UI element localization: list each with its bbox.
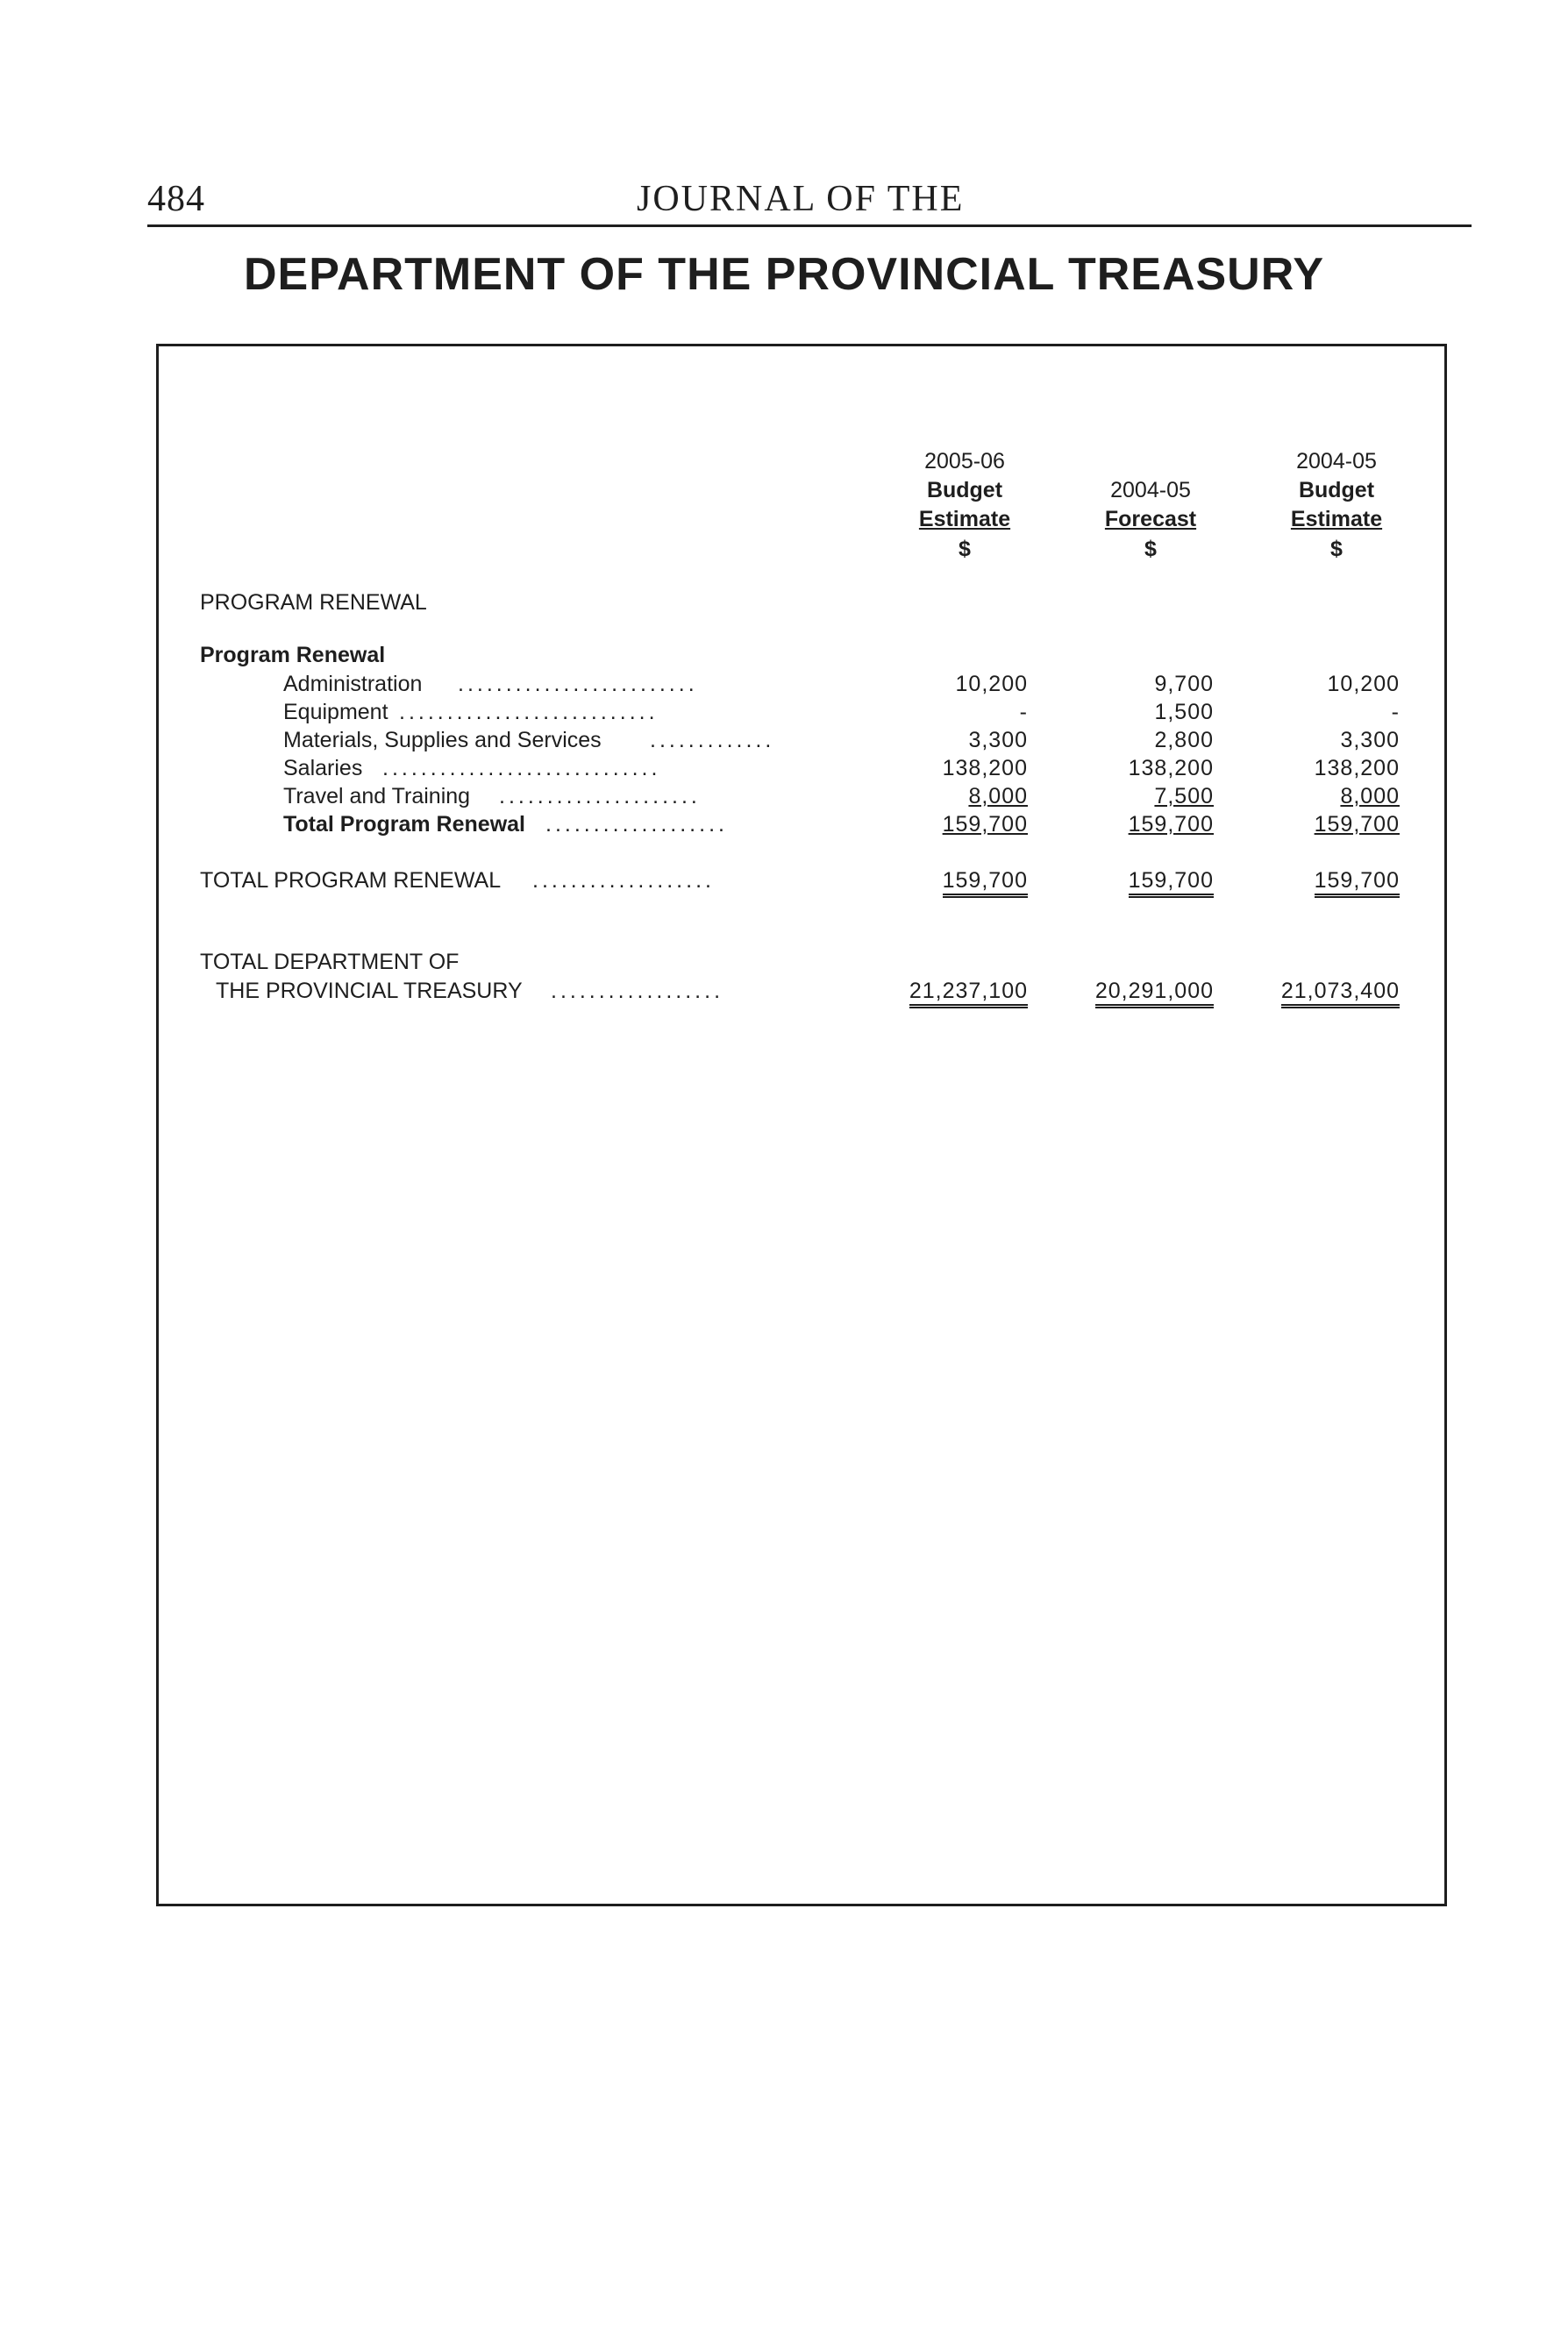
value-2004-05-forecast: 2,800 bbox=[1154, 728, 1214, 752]
row-label: Equipment bbox=[283, 700, 388, 724]
leader-dots: ................... bbox=[532, 868, 715, 893]
value-text: 159,700 bbox=[1128, 812, 1214, 837]
column-header-line: 2004-05 bbox=[1110, 478, 1191, 502]
value-text: 20,291,000 bbox=[1095, 979, 1214, 1008]
column-header-line: Estimate bbox=[1290, 507, 1383, 531]
value-2004-05-estimate: 10,200 bbox=[1327, 672, 1400, 696]
section-heading: PROGRAM RENEWAL bbox=[200, 590, 427, 615]
column-header-line: Forecast bbox=[1104, 507, 1197, 531]
row-label: Materials, Supplies and Services bbox=[283, 728, 602, 752]
running-head bbox=[147, 178, 1472, 227]
value-text: 159,700 bbox=[943, 868, 1028, 898]
value-2004-05-estimate bbox=[1249, 810, 1400, 838]
row-label: TOTAL PROGRAM RENEWAL bbox=[200, 868, 502, 893]
value-2005-06-estimate bbox=[877, 810, 1028, 838]
value-2004-05-forecast bbox=[1063, 810, 1214, 838]
leader-dots: ..................... bbox=[499, 784, 701, 808]
column-header-line: Estimate bbox=[918, 507, 1011, 531]
value-2005-06-estimate: - bbox=[1019, 700, 1028, 724]
column-header-unit: $ bbox=[1330, 537, 1343, 561]
value-2005-06-estimate bbox=[877, 782, 1028, 810]
row-label: Travel and Training bbox=[283, 784, 471, 808]
value-text: 159,700 bbox=[942, 812, 1028, 837]
row-label: Administration bbox=[283, 672, 423, 696]
value-2005-06-estimate: 10,200 bbox=[955, 672, 1028, 696]
department-title: DEPARTMENT OF THE PROVINCIAL TREASURY bbox=[243, 249, 1325, 300]
column-header-line: Budget bbox=[926, 478, 1003, 502]
value-2005-06-estimate bbox=[859, 977, 1028, 1005]
value-text: 159,700 bbox=[1129, 868, 1214, 898]
value-2004-05-forecast bbox=[1063, 866, 1214, 894]
value-2004-05-forecast: 1,500 bbox=[1154, 700, 1214, 724]
value-2004-05-estimate: - bbox=[1391, 700, 1400, 724]
value-2005-06-estimate: 3,300 bbox=[968, 728, 1028, 752]
leader-dots: ......................... bbox=[458, 672, 698, 696]
leader-dots: .................. bbox=[551, 979, 724, 1003]
row-label-line1: TOTAL DEPARTMENT OF bbox=[200, 950, 460, 974]
value-2004-05-forecast: 9,700 bbox=[1154, 672, 1214, 696]
value-text: 159,700 bbox=[1314, 812, 1400, 837]
header-rule bbox=[147, 224, 1472, 227]
value-text: 8,000 bbox=[1340, 784, 1400, 808]
value-text: 21,237,100 bbox=[909, 979, 1028, 1008]
leader-dots: ............................. bbox=[382, 756, 661, 780]
leader-dots: ................... bbox=[545, 812, 728, 837]
leader-dots: ............. bbox=[650, 728, 775, 752]
value-2004-05-estimate bbox=[1249, 866, 1400, 894]
leader-dots: ........................... bbox=[399, 700, 659, 724]
journal-title: JOURNAL OF THE bbox=[637, 179, 965, 219]
value-2004-05-estimate bbox=[1231, 977, 1400, 1005]
value-text: 21,073,400 bbox=[1281, 979, 1400, 1008]
column-header-unit: $ bbox=[959, 537, 971, 561]
column-header-line: 2005-06 bbox=[924, 449, 1005, 474]
column-header-line: 2004-05 bbox=[1296, 449, 1377, 474]
value-2005-06-estimate bbox=[877, 866, 1028, 894]
row-label: Total Program Renewal bbox=[283, 812, 525, 837]
value-text: 8,000 bbox=[968, 784, 1028, 808]
value-2004-05-forecast: 138,200 bbox=[1128, 756, 1214, 780]
value-2005-06-estimate: 138,200 bbox=[942, 756, 1028, 780]
value-text: 7,500 bbox=[1154, 784, 1214, 808]
value-2004-05-forecast bbox=[1045, 977, 1214, 1005]
value-text: 159,700 bbox=[1315, 868, 1400, 898]
budget-table-frame bbox=[156, 344, 1447, 1906]
column-header-line: Budget bbox=[1298, 478, 1375, 502]
value-2004-05-estimate bbox=[1249, 782, 1400, 810]
value-2004-05-estimate: 138,200 bbox=[1314, 756, 1400, 780]
row-label: Salaries bbox=[283, 756, 363, 780]
page-number: 484 bbox=[147, 179, 205, 219]
subsection-heading: Program Renewal bbox=[200, 643, 386, 667]
value-2004-05-estimate: 3,300 bbox=[1340, 728, 1400, 752]
column-header-unit: $ bbox=[1144, 537, 1157, 561]
row-label-line2: THE PROVINCIAL TREASURY bbox=[216, 979, 523, 1003]
value-2004-05-forecast bbox=[1063, 782, 1214, 810]
